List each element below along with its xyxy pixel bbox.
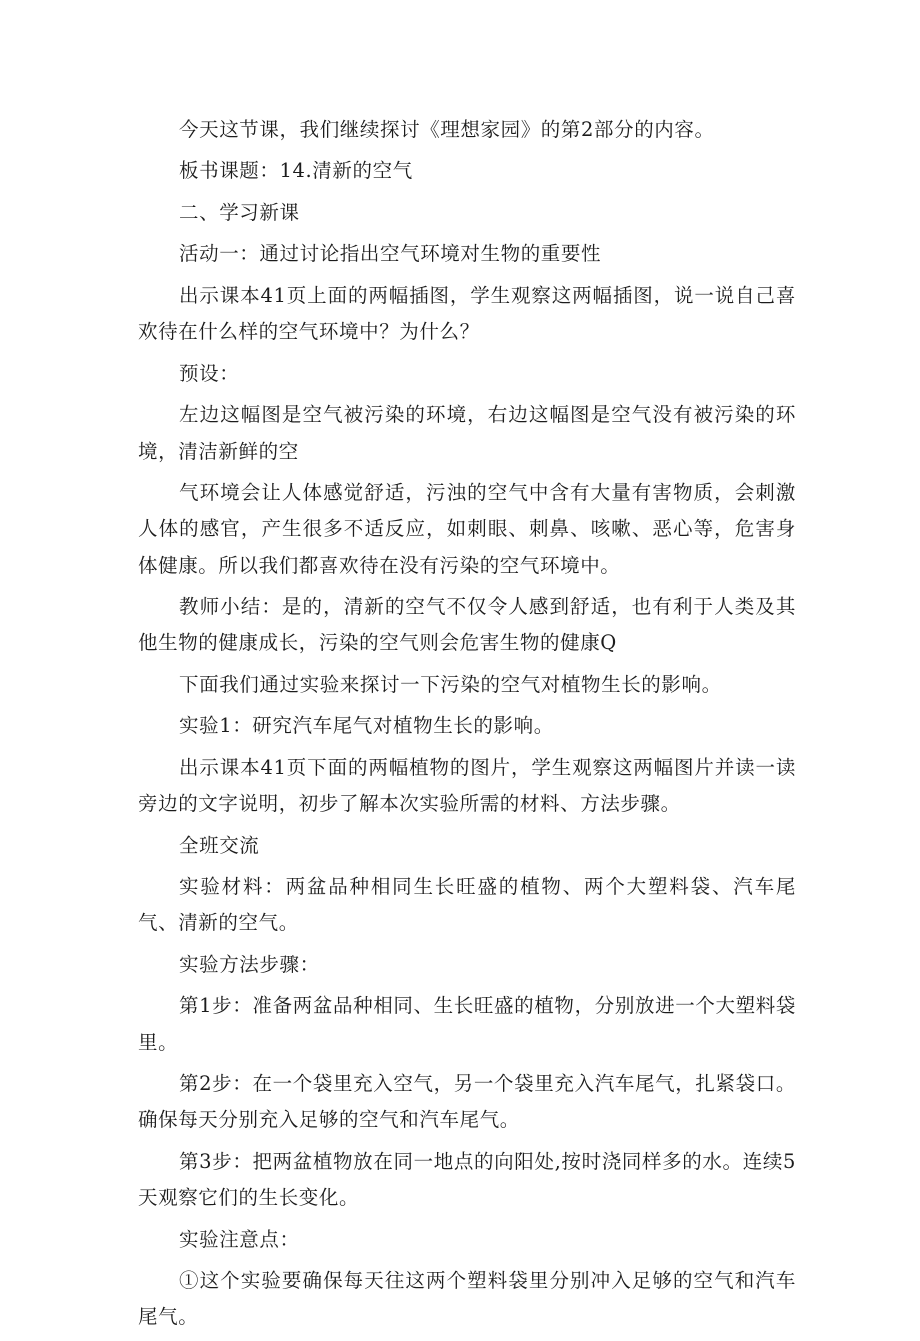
paragraph-class-discussion: 全班交流: [179, 833, 260, 857]
section-heading-new-lesson: 二、学习新课: [179, 200, 300, 224]
paragraph-show-plant-images: 出示课本41页下面的两幅植物的图片，学生观察这两幅图片并读一读旁边的文字说明，初步了解本次实验所需的材料、方法步骤。: [138, 755, 796, 816]
paragraph-step-2: 第2步：在一个袋里充入空气，另一个袋里充入汽车尾气，扎紧袋口。确保每天分别充入足够的空气和汽车尾气。: [138, 1072, 796, 1132]
paragraph-method-heading: 实验方法步骤：: [179, 952, 320, 976]
paragraph-air-comfort: 气环境会让人体感觉舒适，污浊的空气中含有大量有害物质，会刺激人体的感官，产生很多不适反应，如刺眼、刺鼻、咳嗽、恶心等，危害身体健康。所以我们都喜欢待在没有污染的空气环境中。: [138, 480, 796, 577]
document-body: [138, 112, 796, 1341]
paragraph-left-right-images: 左边这幅图是空气被污染的环境，右边这幅图是空气没有被污染的环境，清洁新鲜的空: [138, 403, 796, 463]
paragraph-board-title: 板书课题：14.清新的空气: [179, 159, 413, 183]
activity-one-heading: 活动一：通过讨论指出空气环境对生物的重要性: [179, 242, 602, 266]
paragraph-notes-heading: 实验注意点：: [179, 1227, 300, 1251]
paragraph-preset-label: 预设：: [179, 361, 240, 385]
paragraph-experiment-intro: 下面我们通过实验来探讨一下污染的空气对植物生长的影响。: [179, 672, 722, 696]
paragraph-intro: 今天这节课，我们继续探讨《理想家园》的第2部分的内容。: [179, 118, 715, 141]
experiment-one-heading: 实验1：研究汽车尾气对植物生长的影响。: [179, 714, 554, 738]
paragraph-teacher-summary: 教师小结：是的，清新的空气不仅令人感到舒适，也有利于人类及其他生物的健康成长，污染的空气则会危害生物的健康Q: [138, 595, 796, 655]
paragraph-materials: 实验材料：两盆品种相同生长旺盛的植物、两个大塑料袋、汽车尾气、清新的空气。: [138, 875, 796, 935]
paragraph-note-1: ①这个实验要确保每天往这两个塑料袋里分别冲入足够的空气和汽车尾气。: [138, 1269, 796, 1329]
paragraph-show-illustrations: 出示课本41页上面的两幅插图，学生观察这两幅插图，说一说自己喜欢待在什么样的空气环境中？为什么？: [138, 283, 796, 344]
paragraph-step-3: 第3步：把两盆植物放在同一地点的向阳处,按时浇同样多的水。连续5天观察它们的生长变化。: [138, 1149, 796, 1210]
paragraph-step-1: 第1步：准备两盆品种相同、生长旺盛的植物，分别放进一个大塑料袋里。: [138, 994, 796, 1054]
